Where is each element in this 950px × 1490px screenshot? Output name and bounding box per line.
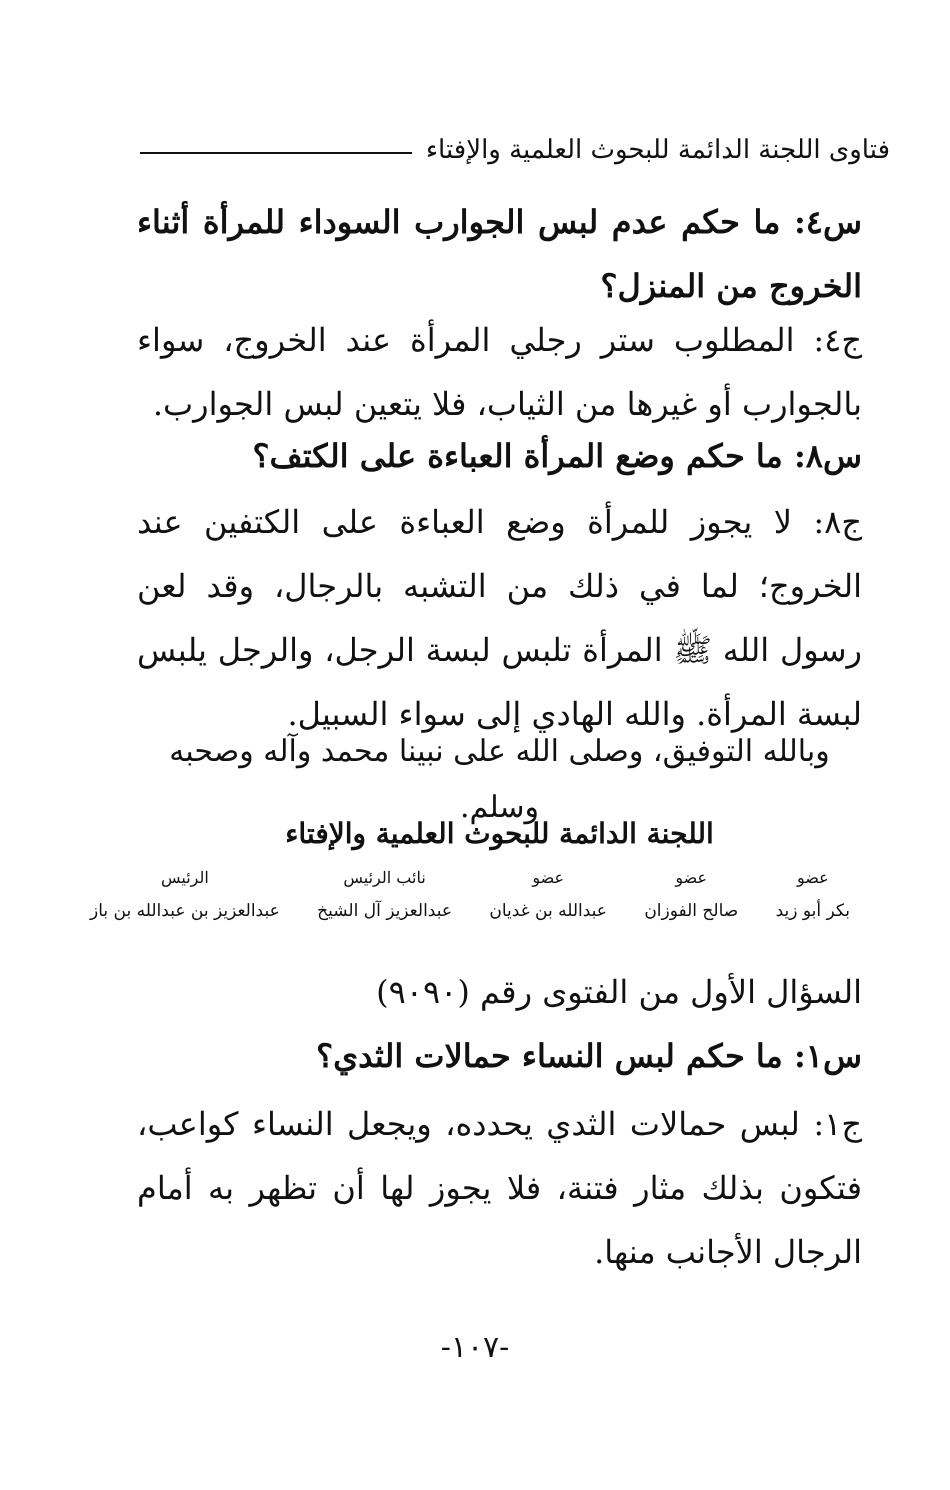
fatwa-heading: السؤال الأول من الفتوى رقم (٩٠٩٠): [376, 973, 862, 1011]
signatory-name: عبدالعزيز بن عبدالله بن باز: [90, 901, 280, 921]
signatory: [317, 868, 452, 921]
signatory-role: عضو: [675, 868, 708, 887]
header-rule: [140, 152, 412, 154]
signatory-name: عبدالله بن غديان: [489, 901, 607, 921]
signatory-role: عضو: [532, 868, 564, 887]
signatory-name: بكر أبو زيد: [775, 901, 850, 921]
closing-prayer: وبالله التوفيق، وصلى الله على نبينا محمد وآله وصحبه وسلم.: [169, 734, 830, 825]
signatory: [489, 868, 607, 921]
signatory-role: نائب الرئيس: [343, 868, 426, 887]
signatory-role: عضو: [796, 868, 829, 887]
question-1: س١: ما حكم لبس النساء حمالات الثدي؟: [316, 1037, 862, 1075]
answer-4: ج٤: المطلوب ستر رجلي المرأة عند الخروج، سواء بالجوارب أو غيرها من الثياب، فلا يتعين لبس الجوارب.: [137, 321, 862, 423]
answer-1: ج١: لبس حمالات الثدي يحدده، ويجعل النساء كواعب، فتكون بذلك مثار فتنة، فلا يجوز لها أن تظهر به أمام الرجال الأجانب منها.: [137, 1105, 863, 1271]
committee-title: اللجنة الدائمة للبحوث العلمية والإفتاء: [285, 817, 714, 850]
page-number: -١٠٧-: [440, 1330, 510, 1365]
running-header: [140, 130, 890, 170]
book-title: فتاوى اللجنة الدائمة للبحوث العلمية والإفتاء: [425, 135, 890, 165]
signatory-name: عبدالعزيز آل الشيخ: [317, 901, 452, 921]
signatory: [90, 868, 280, 921]
question-4: س٤: ما حكم عدم لبس الجوارب السوداء للمرأة أثناء الخروج من المنزل؟: [137, 203, 862, 305]
signatory: [776, 868, 850, 921]
signatory-name: صالح الفوزان: [644, 901, 739, 921]
signatory-role: الرئيس: [160, 868, 209, 887]
signatories: [90, 868, 850, 921]
question-8: س٨: ما حكم وضع المرأة العباءة على الكتف؟: [252, 437, 862, 475]
signatory: [644, 868, 738, 921]
answer-8: ج٨: لا يجوز للمرأة وضع العباءة على الكتفين عند الخروج؛ لما في ذلك من التشبه بالرجال، وقد لعن رسول الله ﷺ المرأة تلبس لبسة الرجل، والرجل يلبس لبسة المرأة. والله الهادي إلى سواء السبيل.: [137, 503, 862, 733]
